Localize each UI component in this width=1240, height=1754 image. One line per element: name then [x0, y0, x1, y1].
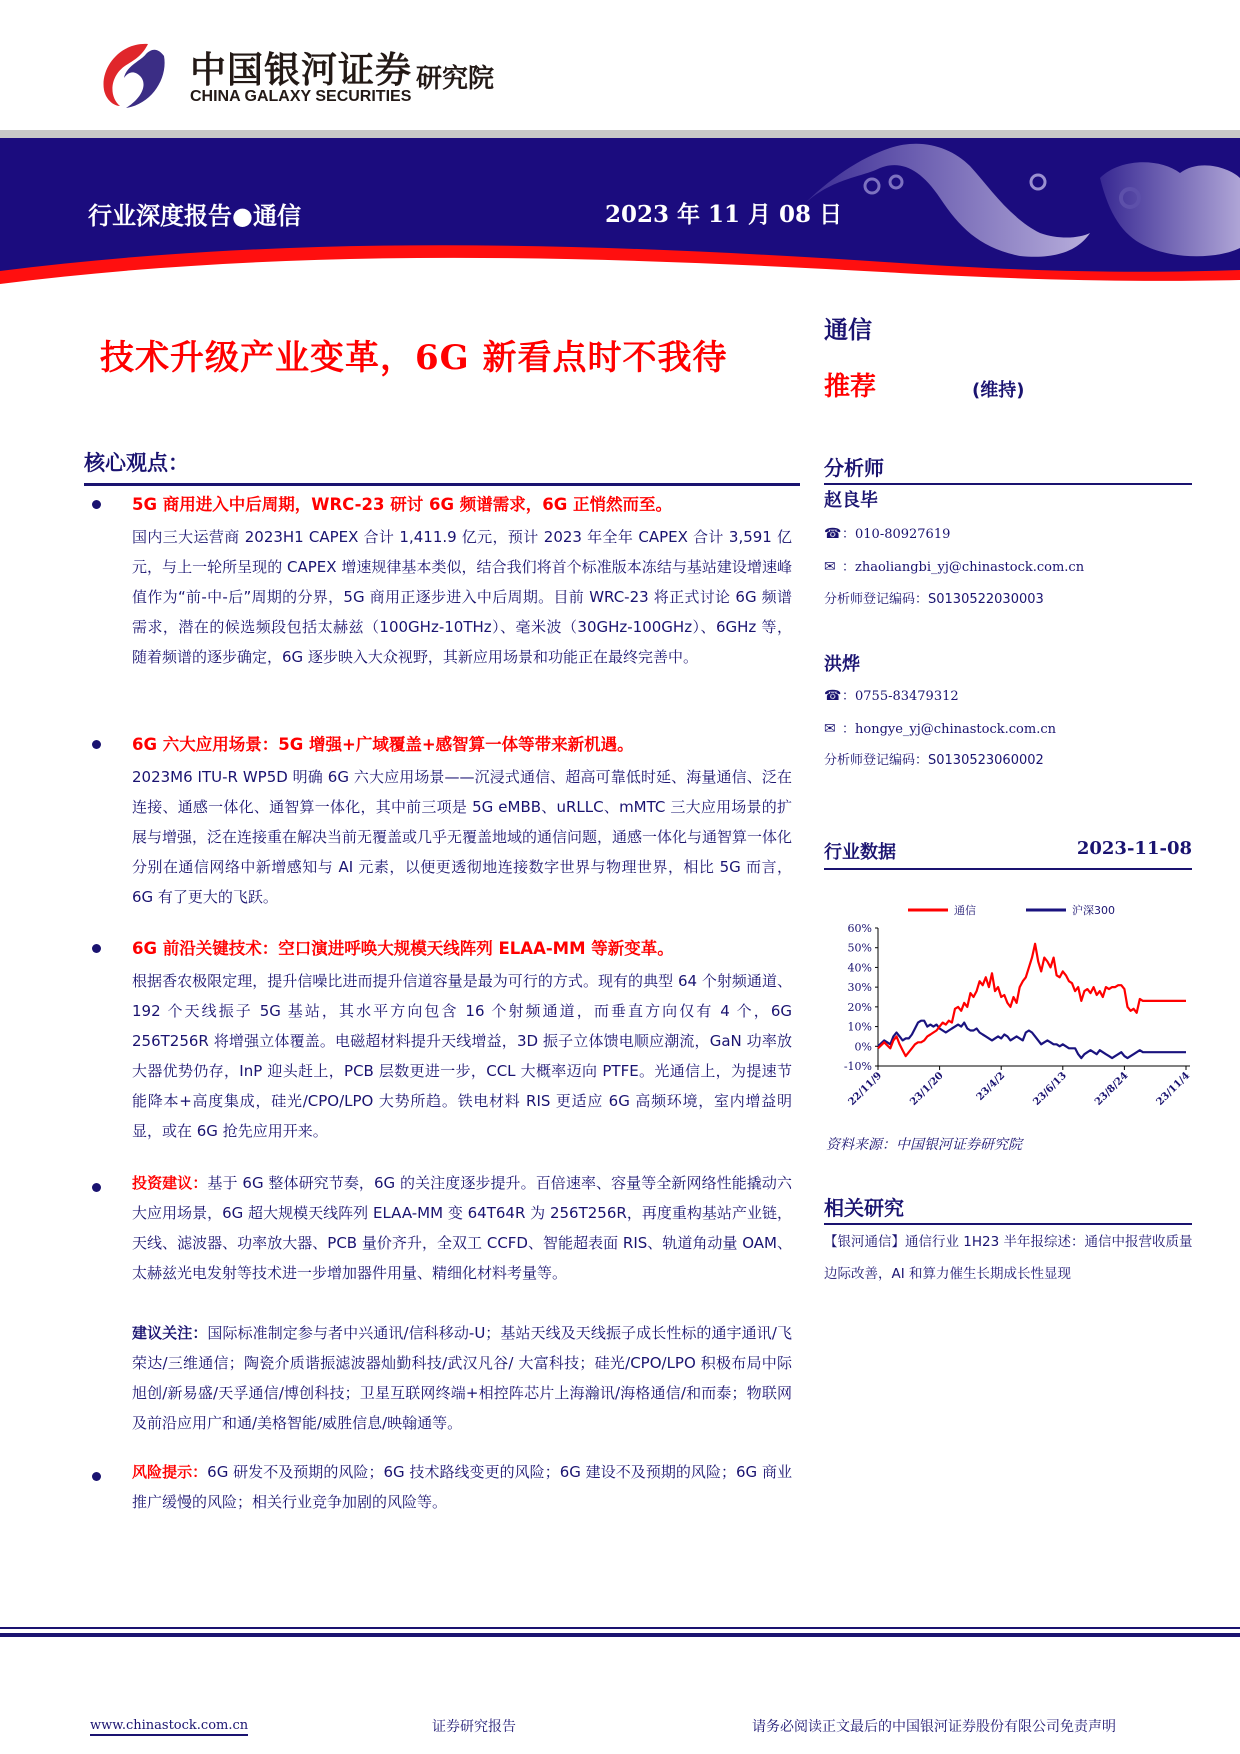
- sector-label: 通信: [824, 316, 872, 344]
- y-tick-label: 60%: [847, 922, 872, 935]
- report-date: 2023 年 11 月 08 日: [605, 201, 843, 228]
- y-tick-label: 40%: [847, 961, 872, 975]
- y-tick-label: -10%: [843, 1060, 872, 1073]
- analyst-phone: [824, 685, 959, 704]
- bullet-icon: [92, 740, 101, 749]
- investment-advice-label: 投资建议：: [132, 1174, 208, 1192]
- analyst-name: 赵良毕: [824, 490, 878, 511]
- mail-icon: ✉: [824, 721, 836, 737]
- footer-report-label: 证券研究报告: [432, 1719, 516, 1735]
- bullet-icon: [92, 1472, 101, 1481]
- banner-top-strip: [0, 130, 1240, 138]
- chart-source: 资料来源：中国银河证券研究院: [826, 1137, 1022, 1153]
- logo-institute: 研究院: [416, 64, 495, 94]
- mail-icon: ✉: [824, 559, 836, 575]
- performance-chart: [820, 888, 1200, 1108]
- y-tick-label: 30%: [847, 981, 872, 995]
- footer-divider: [0, 1627, 1240, 1629]
- bullet-icon: [92, 1183, 101, 1192]
- investment-advice-body: 基于 6G 整体研究节奏，6G 的关注度逐步提升。百倍速率、容量等全新网络性能撬动六大应用场景，6G 超大规模天线阵列 ELAA-MM 变 64T64R 为 256T256R，再度重构基站产业链，天线、滤波器、功率放大器、PCB 量价齐升，全双工 CCFD、智能超表面 RIS、轨道角动量 OAM、太赫兹光电发射等技术进一步增加器件用量、精细化材料考量等。: [132, 1174, 792, 1282]
- chart-axes: [844, 922, 1192, 1108]
- industry-data-title: 行业数据: [824, 842, 896, 863]
- series-line-telecom: [878, 944, 1186, 1056]
- section-heading: 6G 前沿关键技术：空口演进呼唤大规模天线阵列 ELAA-MM 等新变革。: [132, 939, 674, 958]
- investment-advice: [132, 1168, 792, 1288]
- report-type: 行业深度报告●通信: [88, 202, 301, 230]
- analyst-reg-code: 分析师登记编码：S0130522030003: [824, 592, 1044, 607]
- analyst-name: 洪烨: [824, 654, 860, 675]
- core-views-heading: 核心观点：: [84, 447, 800, 486]
- logo-name-cn: 中国银河证券: [190, 50, 413, 91]
- phone-number: ：010-80927619: [842, 527, 951, 542]
- legend-label: 沪深300: [1072, 904, 1115, 917]
- x-tick-label: 23/6/13: [1031, 1070, 1069, 1108]
- footer-website-link[interactable]: www.chinastock.com.cn: [90, 1718, 248, 1736]
- x-tick-label: 23/8/24: [1092, 1070, 1131, 1108]
- risk-warning-label: 风险提示：: [132, 1463, 208, 1481]
- recommended-stocks-body: 国际标准制定参与者中兴通讯/信科移动-U；基站天线及天线振子成长性标的通宇通讯/飞荣达/三维通信；陶瓷介质谐振滤波器灿勤科技/武汉凡谷/ 大富科技；硅光/CPO/LPO 积极布局中际旭创/新易盛/天孚通信/博创科技；卫星互联网终端+相控阵芯片上海瀚讯/海格通信/和而泰；物联网及前沿应用广和通/美格智能/威胜信息/映翰通等。: [132, 1324, 792, 1432]
- analyst-phone: [824, 523, 950, 542]
- x-tick-label: 23/1/20: [908, 1070, 946, 1108]
- logo-name-en: CHINA GALAXY SECURITIES: [190, 88, 412, 105]
- x-tick-label: 22/11/9: [846, 1070, 885, 1108]
- footer-divider: [0, 1633, 1240, 1637]
- analyst-email[interactable]: [824, 718, 1056, 737]
- x-tick-label: 23/4/2: [974, 1070, 1008, 1103]
- analyst-email[interactable]: [824, 556, 1084, 575]
- y-tick-label: 50%: [847, 941, 872, 955]
- email-address[interactable]: ：hongye_yj@chinastock.com.cn: [842, 722, 1056, 737]
- analyst-reg-code: 分析师登记编码：S0130523060002: [824, 753, 1044, 768]
- galaxy-logo-icon: [98, 38, 170, 110]
- recommended-stocks: [132, 1318, 792, 1438]
- chart-series: [878, 944, 1186, 1058]
- x-tick-label: 23/11/4: [1154, 1070, 1193, 1108]
- report-title: 技术升级产业变革，6G 新看点时不我待: [100, 338, 728, 378]
- recommended-stocks-label: 建议关注：: [132, 1324, 208, 1342]
- footer-disclaimer: 请务必阅读正文最后的中国银河证券股份有限公司免责声明: [752, 1719, 1116, 1735]
- y-tick-label: 20%: [847, 1000, 872, 1014]
- related-research-heading: 相关研究: [824, 1192, 1192, 1225]
- y-tick-label: 10%: [847, 1020, 872, 1034]
- industry-data-date: 2023-11-08: [1076, 838, 1192, 859]
- email-address[interactable]: ：zhaoliangbi_yj@chinastock.com.cn: [842, 560, 1085, 575]
- section-heading: 6G 六大应用场景：5G 增强+广域覆盖+感智算一体等带来新机遇。: [132, 735, 634, 754]
- risk-warning-body: 6G 研发不及预期的风险；6G 技术路线变更的风险；6G 建设不及预期的风险；6G 商业推广缓慢的风险；相关行业竞争加剧的风险等。: [132, 1463, 792, 1511]
- legend-label: 通信: [954, 904, 976, 917]
- bullet-icon: [92, 500, 101, 509]
- section-body: 2023M6 ITU-R WP5D 明确 6G 六大应用场景——沉浸式通信、超高可靠低时延、海量通信、泛在连接、通感一体化、通智算一体化，其中前三项是 5G eMBB、uRLLC、mMTC 三大应用场景的扩展与增强，泛在连接重在解决当前无覆盖或几乎无覆盖地域的通信问题，通感一体化与通智算一体化分别在通信网络中新增感知与 AI 元素，以便更透彻地连接数字世界与物理世界，相比 5G 而言，6G 有了更大的飞跃。: [132, 768, 793, 906]
- analyst-heading: 分析师: [824, 452, 1192, 485]
- rating-label: 推荐: [824, 372, 877, 402]
- chart-legend: [908, 903, 1115, 917]
- section-body: 根据香农极限定理，提升信噪比进而提升信道容量是最为可行的方式。现有的典型 64 个射频通道、192 个天线振子 5G 基站，其水平方向包含 16 个射频通道，而垂直方向仅有 4 个，6G 256T256R 将增强立体覆盖。电磁超材料提升天线增益，3D 振子立体馈电顺应潮流，GaN 功率放大器优势仍存，InP 迎头赶上，PCB 层数更进一步，CCL 大概率迈向 PTFE。光通信上，为提速节能降本+高度集成，硅光/CPO/LPO 大势所趋。铁电材料 RIS 更适应 6G 高频环境，室内增益明显，或在 6G 抢先应用开来。: [132, 972, 792, 1140]
- risk-warning: [132, 1457, 792, 1517]
- company-logo: [98, 38, 518, 110]
- phone-icon: ☎: [824, 688, 842, 704]
- related-research-link[interactable]: 【银河通信】通信行业 1H23 半年报综述：通信中报营收质量边际改善，AI 和算力催生长期成长性显现: [824, 1234, 1193, 1282]
- industry-data-heading: [824, 838, 1192, 870]
- phone-icon: ☎: [824, 526, 842, 542]
- phone-number: ：0755-83479312: [842, 689, 959, 704]
- bullet-icon: [92, 944, 101, 953]
- y-tick-label: 0%: [854, 1040, 872, 1054]
- rating-status: (维持): [972, 380, 1025, 401]
- section-heading: 5G 商用进入中后周期，WRC-23 研讨 6G 频谱需求，6G 正悄然而至。: [132, 495, 672, 514]
- section-body: 国内三大运营商 2023H1 CAPEX 合计 1,411.9 亿元，预计 2023 年全年 CAPEX 合计 3,591 亿元，与上一轮所呈现的 CAPEX 增速规律基本类似，结合我们将首个标准版本冻结与基站建设增速峰值作为“前-中-后”周期的分界，5G 商用正逐步进入中后周期。目前 WRC-23 将正式讨论 6G 频谱需求，潜在的候选频段包括太赫兹（100GHz-10THz）、毫米波（30GHz-100GHz）、6GHz 等，随着频谱的逐步确定，6G 逐步映入大众视野，其新应用场景和功能正在最终完善中。: [132, 528, 792, 666]
